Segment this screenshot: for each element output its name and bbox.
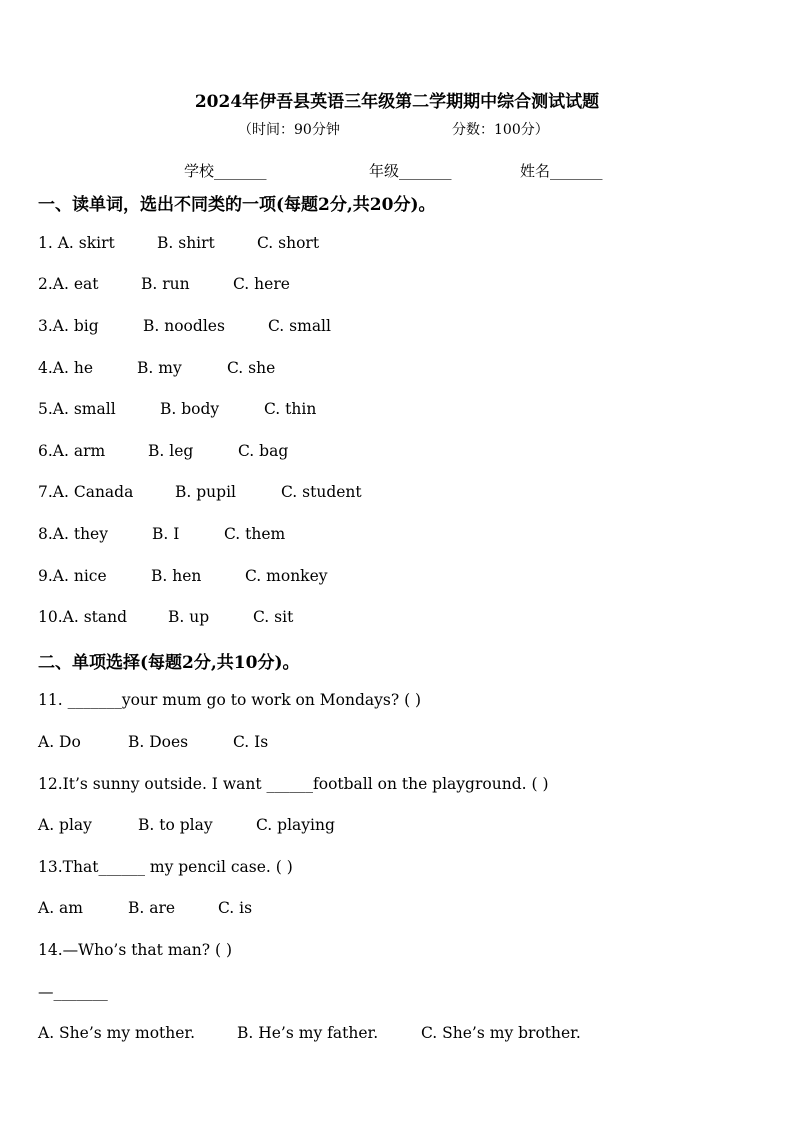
question-2-option-c: C. here <box>233 275 290 293</box>
question-7-option-b: B. pupil <box>175 483 236 501</box>
question-3-option-c: C. small <box>268 317 331 335</box>
question-2-option-b: B. run <box>141 275 190 293</box>
section-2-heading: 二、单项选择(每题2分,共10分)。 <box>38 653 300 673</box>
school-field: 学校_______ <box>184 162 267 180</box>
grade-field: 年级_______ <box>369 162 452 180</box>
question-6: 6.A. arm <box>38 442 106 460</box>
question-11-option-b: B. Does <box>128 733 189 751</box>
question-12-option-a: A. play <box>38 816 92 834</box>
question-14-option-b: B. He’s my father. <box>237 1024 379 1042</box>
question-5-option-b: B. body <box>160 400 220 418</box>
name-field: 姓名_______ <box>520 162 603 180</box>
question-6-option-b: B. leg <box>148 442 194 460</box>
question-7-option-c: C. student <box>281 483 362 501</box>
question-4-option-b: B. my <box>137 359 182 377</box>
question-11-option-c: C. Is <box>233 733 269 751</box>
question-3-option-b: B. noodles <box>143 317 225 335</box>
question-14-stem: 14.—Who’s that man? ( ) <box>38 941 232 959</box>
question-13-option-c: C. is <box>218 899 253 917</box>
question-1-option-b: B. shirt <box>157 234 215 252</box>
question-5-option-c: C. thin <box>264 400 317 418</box>
question-14-option-a: A. She’s my mother. <box>38 1024 196 1042</box>
question-4: 4.A. he <box>38 359 93 377</box>
question-9-option-c: C. monkey <box>245 567 328 585</box>
section-1-heading: 一、读单词，选出不同类的一项(每题2分,共20分)。 <box>38 195 436 215</box>
question-14-answer-line: —_______ <box>38 983 108 1001</box>
question-11-option-a: A. Do <box>38 733 81 751</box>
question-10-option-b: B. up <box>168 608 210 626</box>
question-1: 1. A. skirt <box>38 234 115 252</box>
question-12-stem: 12.It’s sunny outside. I want ______football on the playground. ( ) <box>38 775 549 793</box>
question-2: 2.A. eat <box>38 275 99 293</box>
exam-time: （时间：90分钟 <box>238 122 340 138</box>
question-10: 10.A. stand <box>38 608 128 626</box>
question-9: 9.A. nice <box>38 567 107 585</box>
question-8-option-b: B. I <box>152 525 180 543</box>
question-4-option-c: C. she <box>227 359 276 377</box>
question-9-option-b: B. hen <box>151 567 202 585</box>
question-12-option-b: B. to play <box>138 816 213 834</box>
question-11-stem: 11. _______your mum go to work on Mondays? ( ) <box>38 691 422 709</box>
question-10-option-c: C. sit <box>253 608 294 626</box>
question-8: 8.A. they <box>38 525 108 543</box>
question-3: 3.A. big <box>38 317 99 335</box>
question-1-option-c: C. short <box>257 234 320 252</box>
question-6-option-c: C. bag <box>238 442 289 460</box>
question-13-stem: 13.That______ my pencil case. ( ) <box>38 858 293 876</box>
question-13-option-b: B. are <box>128 899 176 917</box>
question-7: 7.A. Canada <box>38 483 134 501</box>
question-12-option-c: C. playing <box>256 816 335 834</box>
question-8-option-c: C. them <box>224 525 286 543</box>
question-13-option-a: A. am <box>38 899 83 917</box>
exam-score: 分数：100分） <box>452 122 549 138</box>
question-5: 5.A. small <box>38 400 116 418</box>
question-14-option-c: C. She’s my brother. <box>421 1024 581 1042</box>
page-title: 2024年伊吾县英语三年级第二学期期中综合测试试题 <box>194 92 600 112</box>
